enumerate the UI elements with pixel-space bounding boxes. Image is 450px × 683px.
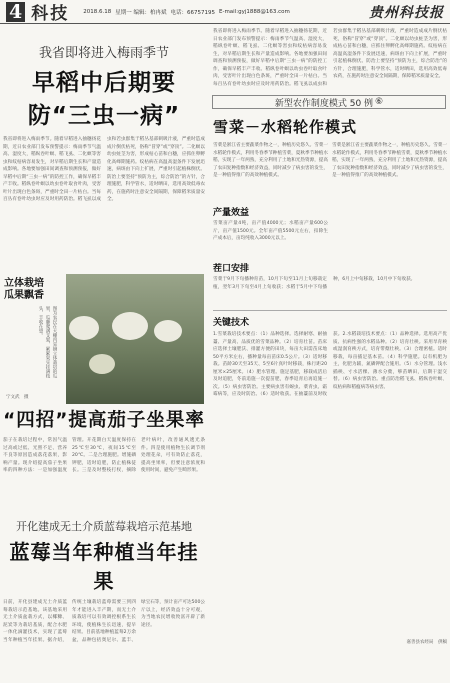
divider bbox=[213, 310, 447, 311]
page-number: 4 bbox=[6, 2, 25, 22]
photo-caption: 图为农民在大棚内采摘立体栽培的瓜果，瓜藤爬满支架，累累果实挂满枝头，丰收在望。 bbox=[38, 306, 57, 378]
article-body: 我省即将进入梅雨季节。随着早稻进入抽穗扬花期，近日农业部门发布预警提示：梅雨季节气温高、湿度大，稻纵卷叶螟、稻飞虱、二化螟等害虫和纹枯病容易发生，对早稻后期生长和产量造成影响。各地要加强田间调查和预测预报，做好早稻中后期“三虫一病”的防控工作，确保早稻丰产丰收。稻纵卷叶螟以幼虫卷叶取食叶肉，受害叶片出现白色条斑，严重时全田一片枯白。当每百丛有卷叶幼虫时应及时用药防治。稻飞虱以成虫和若虫群集于稻丛基部刺吸汁液，严重时造成成片倒伏枯死，俗称“冒穿”或“穿顶”。二化螟以幼虫蛀茎为害，形成枯心苗和白穗，应抓住卵孵化高峰期施药。纹枯病在高温高湿条件下发展迅速，病斑由下向上扩展，严重时引起植株倒伏。防治上要坚持“预防为主，综合防治”的方针，合理施肥，科学管水，适时晒田，选用高效低毒农药，在施药时注意安全间隔期，保障稻米质量安全。 bbox=[3, 137, 205, 202]
issue-date: 2018.6.18 bbox=[83, 8, 112, 15]
tech-subhead: 关键技术 bbox=[213, 318, 250, 328]
article-rotation bbox=[213, 116, 447, 645]
email-line: E-mail:gyj1888@163.com bbox=[218, 8, 290, 15]
tech-body: 1.雪菜栽培技术要点：（1）品种选择。选择耐寒、耐抽薹、产量高、品质优的雪菜品种。（2）培育壮苗。苗床应选择土壤肥沃、排灌方便的田块，每亩大田需苗床地50平方米左右，播种量每亩苗床0.5公斤。（3）适时移栽。苗龄30天至35天、5至6片真叶时移栽，株行距20厘米×25厘米。（4）肥水管理。施足基肥，移栽成活后及时追肥，冬前追施一次提苗肥，春季返青后再追施一次。（5）病虫害防治。主要病虫害有蚜虫、菜青虫、霜霉病等，应及时防治。（6）适时收获。在抽薹前及时收获。2.水稻栽培技术要点：（1）品种选择。选用高产优质、抗病性强的水稻品种。（2）培育壮秧。采用旱育秧或湿润育秧方式，培育带蘖壮秧。（3）合理密植。适时移栽，每亩插足基本苗。（4）科学施肥。以有机肥为主，化肥为辅，氮磷钾配合施用。（5）水分管理。浅水插秧、寸水活棵、薄水分蘖，够苗晒田，后期干湿交替。（6）病虫害防治。重点防治稻飞虱、稻纵卷叶螟、纹枯病和稻瘟病等病虫害。 bbox=[213, 332, 447, 397]
section-title: 科技 bbox=[31, 4, 70, 24]
article-body: 日前，开化县建成无土介质蓝莓栽培示范基地。该基地采用无土介质盆栽方式，以椰糠、泥炭等为栽培基质，配合水肥一体化滴灌技术，实现了蓝莓当年种植当年挂果。据介绍，传统土壤栽培蓝莓需要三到四年才能进入丰产期，而无土介质栽培可以有效调控根系生长环境，使植株生长迅速，提早结果。目前基地种植蓝莓2万余盆，品种包括奥尼尔、蓝丰、绿宝石等，预计亩产可达500公斤以上，经济效益十分可观，为当地农民增收致富开辟了新途径。 bbox=[3, 600, 205, 643]
yield-body: 雪菜亩产量4吨，亩产值4000元；水稻亩产量600公斤，亩产值1500元。全年亩产值5500元左右，扣除生产成本后，亩均纯收入3000元以上。 bbox=[213, 221, 328, 241]
photo-credit: 宁文武 摄 bbox=[6, 395, 29, 400]
banner-number: ⑥ bbox=[375, 97, 384, 107]
article-headline: 蓝莓当年种植当年挂果 bbox=[9, 540, 199, 593]
article-kicker: 开化建成无土介质蓝莓栽培示范基地 bbox=[16, 520, 192, 533]
season-body: 雪菜于9月下旬播种育苗，10月下旬至11月上旬移栽定植，翌年3月下旬至4月上旬收获；水稻于5月中下旬播种，6月上中旬移栽，10月中下旬收获。 bbox=[213, 277, 416, 290]
page-header bbox=[0, 0, 450, 24]
series-banner bbox=[212, 95, 446, 109]
season-subhead: 茬口安排 bbox=[213, 264, 250, 274]
article-headline: 早稻中后期要防“三虫一病” bbox=[27, 70, 181, 129]
photo-title: 立体栽培 瓜果飘香 bbox=[4, 278, 44, 301]
phone-line: 电话：66757195 bbox=[170, 9, 215, 16]
masthead: 贵州科技报 bbox=[369, 4, 444, 21]
article-body: 茄子在栽培过程中，常因气温过高或过低、光照不足、营养不良等原因造成落花落果，影响产量。现介绍提高茄子坐果率的四种方法：一是加强温度管理。开花期白天温度保持在25℃至30℃，夜间15℃至20℃。二是合理施肥。增施磷钾肥，适时追肥，防止植株徒长。三是及时整枝打杈，摘除老叶病叶，改善通风透光条件。四是使用植物生长调节剂处理花朵，可有效防止落花，提高坐果率，但要注意浓度和使用时间，避免产生畸形果。 bbox=[3, 438, 205, 473]
editor-line: 星期一 编辑：柏冉斌 bbox=[115, 9, 167, 16]
yield-subhead: 产量效益 bbox=[213, 208, 250, 218]
article-headline: “四招”提高茄子坐果率 bbox=[3, 410, 205, 431]
article-blueberry bbox=[0, 518, 205, 683]
article-headline: 雪菜－水稻轮作模式 bbox=[213, 118, 358, 136]
article-credit: 嘉善县农经局 供稿 bbox=[406, 640, 447, 645]
top-right-continued-text bbox=[213, 28, 447, 90]
article-eggplant bbox=[0, 406, 205, 529]
banner-text: 新型农作制度模式 50 例 bbox=[274, 98, 374, 109]
article-intro: 雪菜是浙江省主要蔬菜作物之一，种植历史悠久。雪菜一水稻轮作模式，利用冬春季节种植雪菜，夏秋季节种植水稻，实现了一年两熟，充分利用了土地和光热资源，提高了农田复种指数和经济效益，同时减少了病虫害的发生，是一种值得推广的高效种植模式。 bbox=[213, 143, 328, 178]
article-kicker: 我省即将进入梅雨季节 bbox=[38, 46, 169, 61]
article-intro-continued: 雪菜是浙江省主要蔬菜作物之一，种植历史悠久。雪菜一水稻轮作模式，利用冬春季节种植雪菜，夏秋季节种植水稻，实现了一年两熟，充分利用了土地和光热资源，提高了农田复种指数和经济效益，同时减少了病虫害的发生，是一种值得推广的高效种植模式。 bbox=[332, 143, 447, 178]
article-body-continued: 我省即将进入梅雨季节。随着早稻进入抽穗扬花期，近日农业部门发布预警提示：梅雨季节气温高、湿度大，稻纵卷叶螟、稻飞虱、二化螟等害虫和纹枯病容易发生，对早稻后期生长和产量造成影响。各地要加强田间调查和预测预报，做好早稻中后期“三虫一病”的防控工作，确保早稻丰产丰收。稻纵卷叶螟以幼虫卷叶取食叶肉，受害叶片出现白色条斑，严重时全田一片枯白。当每百丛有卷叶幼虫时应及时用药防治。稻飞虱以成虫和若虫群集于稻丛基部刺吸汁液，严重时造成成片倒伏枯死，俗称“冒穿”或“穿顶”。二化螟以幼虫蛀茎为害，形成枯心苗和白穗，应抓住卵孵化高峰期施药。纹枯病在高温高湿条件下发展迅速，病斑由下向上扩展，严重时引起植株倒伏。防治上要坚持“预防为主，综合防治”的方针，合理施肥，科学管水，适时晒田，选用高效低毒农药，在施药时注意安全间隔期，保障稻米质量安全。 bbox=[213, 29, 447, 87]
